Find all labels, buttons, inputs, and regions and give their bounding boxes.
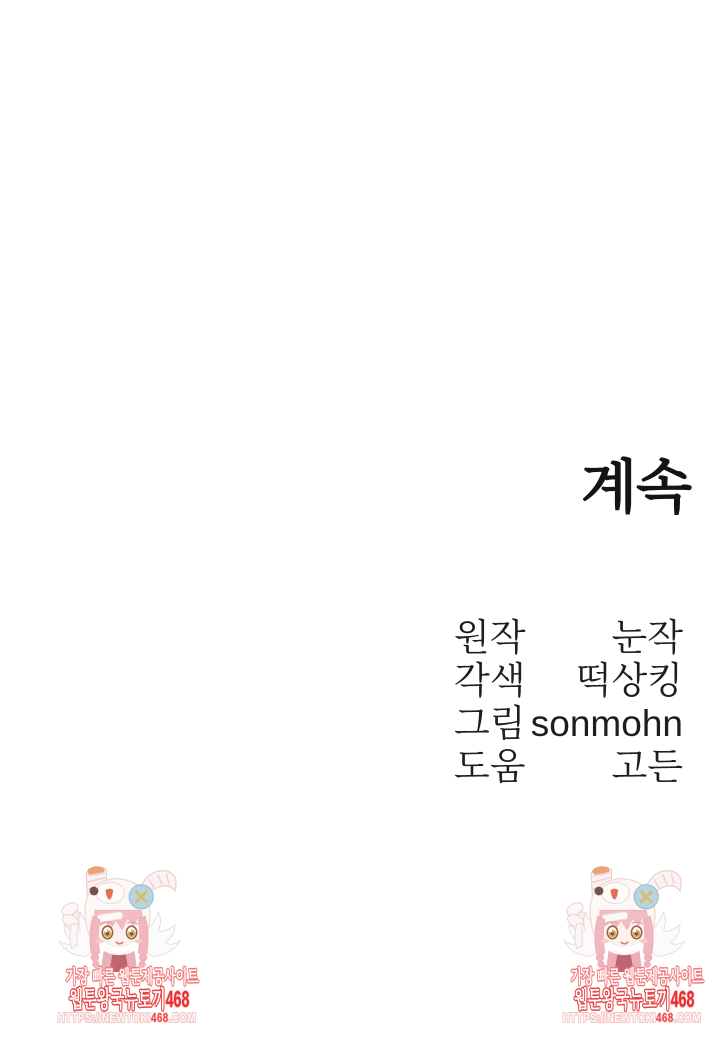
credit-name-value: 떡상킹 bbox=[575, 660, 683, 701]
credits-block bbox=[454, 616, 683, 788]
credit-name-value: sonmohn bbox=[530, 703, 683, 744]
credit-role-label: 원작 bbox=[454, 617, 526, 658]
credit-row-original bbox=[454, 616, 683, 659]
bunny-hood-girl-mascot-icon bbox=[56, 864, 184, 972]
credit-role-label: 도움 bbox=[454, 746, 526, 787]
watermark-site-korean: 웹툰왕국뉴토끼 bbox=[574, 986, 671, 1012]
watermark-url-prefix: HTTPS://NEWTOKI bbox=[57, 1010, 152, 1025]
watermark-text bbox=[543, 968, 707, 1025]
watermark-site-number: 468 bbox=[165, 986, 190, 1012]
watermark-url bbox=[562, 1010, 701, 1025]
watermark-tagline: 가장 빠른 웹툰제공사이트 bbox=[570, 967, 704, 987]
watermark-url-number: 468 bbox=[656, 1010, 674, 1025]
watermark-site-korean: 웹툰왕국뉴토끼 bbox=[69, 986, 166, 1012]
bunny-hood-girl-mascot-icon bbox=[561, 864, 689, 972]
to-be-continued-text: 계속 bbox=[580, 455, 691, 520]
watermark-url-number: 468 bbox=[151, 1010, 169, 1025]
credit-row-help bbox=[454, 745, 683, 788]
credit-row-art bbox=[454, 702, 683, 745]
watermark-site-name bbox=[69, 986, 190, 1012]
watermark-url-prefix: HTTPS://NEWTOKI bbox=[562, 1010, 657, 1025]
watermark-url-suffix: .COM bbox=[168, 1010, 196, 1025]
watermark-site-name bbox=[574, 986, 695, 1012]
credit-role-label: 각색 bbox=[454, 660, 526, 701]
credit-name-value: 눈작 bbox=[611, 617, 683, 658]
watermark-text bbox=[38, 968, 202, 1025]
watermark-bottom-left bbox=[38, 864, 202, 1025]
watermark-url-suffix: .COM bbox=[673, 1010, 701, 1025]
watermark-url bbox=[57, 1010, 196, 1025]
credit-role-label: 그림 bbox=[454, 703, 526, 744]
credit-name-value: 고든 bbox=[611, 746, 683, 787]
credit-row-adaptation bbox=[454, 659, 683, 702]
watermark-site-number: 468 bbox=[670, 986, 695, 1012]
watermark-tagline: 가장 빠른 웹툰제공사이트 bbox=[65, 967, 199, 987]
watermark-bottom-right bbox=[543, 864, 707, 1025]
